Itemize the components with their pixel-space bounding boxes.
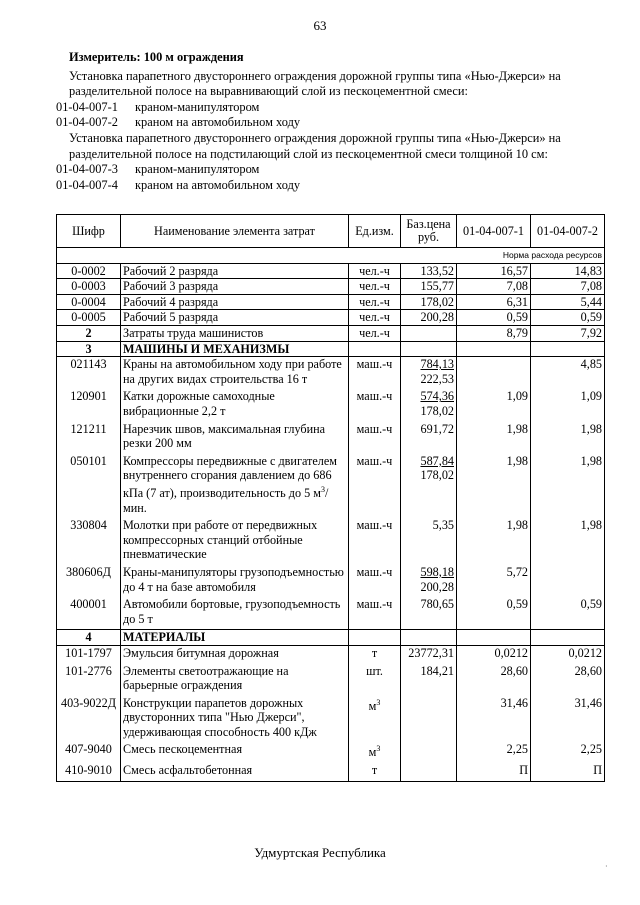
row-price: 184,21 xyxy=(401,664,457,696)
group2-description: Установка парапетного двустороннего ограждения дорожной группы типа «Нью-Джерси» на разделительной полосе на подстилающий слой из пескоцементной смеси толщиной 10 см: xyxy=(69,130,561,161)
row-code: 400001 xyxy=(57,597,121,630)
header-col2: 01-04-007-2 xyxy=(531,215,605,248)
price-value: 587,84 xyxy=(420,453,454,468)
header-price: Баз.цена руб. xyxy=(401,215,457,248)
row-unit: маш.-ч xyxy=(349,565,401,597)
row-price xyxy=(401,422,457,454)
row-price xyxy=(401,742,457,763)
price-machinist: 200,28 xyxy=(420,579,454,594)
row-price xyxy=(401,763,457,781)
table-row xyxy=(57,664,605,696)
row-value-2: 1,98 xyxy=(531,454,605,518)
row-value-2: 1,09 xyxy=(531,389,605,421)
section-title: МАШИНЫ И МЕХАНИЗМЫ xyxy=(121,341,349,357)
row-code: 330804 xyxy=(57,518,121,565)
row-unit: маш.-ч xyxy=(349,454,401,518)
row-code: 101-2776 xyxy=(57,664,121,696)
group1-item xyxy=(56,100,616,116)
row-value-1: 28,60 xyxy=(457,664,531,696)
table-header-row xyxy=(57,215,605,248)
row-value-2: 28,60 xyxy=(531,664,605,696)
item-label: краном на автомобильном ходу xyxy=(135,177,301,192)
price-value: 784,13 xyxy=(420,357,454,372)
row-unit: $м^3$ xyxy=(349,742,401,763)
row-value-1: 2,25 xyxy=(457,742,531,763)
row-code: 121211 xyxy=(57,422,121,454)
row-value-1: 0,59 xyxy=(457,597,531,630)
table-row xyxy=(57,357,605,390)
row-value-2 xyxy=(531,565,605,597)
price-machinist: 222,53 xyxy=(420,371,454,386)
row-name: Краны-манипуляторы грузоподъемностью до 4 т на базе автомобиля xyxy=(121,565,349,597)
item-code: 01-04-007-3 xyxy=(56,162,118,177)
row-price xyxy=(401,357,457,390)
table-row xyxy=(57,763,605,781)
section-number: 4 xyxy=(57,630,121,646)
section-row xyxy=(57,325,605,341)
norma-row xyxy=(57,248,605,264)
row-value-2: 7,92 xyxy=(531,325,605,341)
row-unit: чел.-ч xyxy=(349,279,401,295)
row-price xyxy=(401,696,457,743)
row-value-1: 6,31 xyxy=(457,294,531,310)
table-row xyxy=(57,310,605,326)
row-code: 0-0005 xyxy=(57,310,121,326)
row-price: 133,52 xyxy=(401,263,457,279)
row-unit: маш.-ч xyxy=(349,518,401,565)
row-value-1: 5,72 xyxy=(457,565,531,597)
row-value-1: 31,46 xyxy=(457,696,531,743)
group1-description: Установка парапетного двустороннего ограждения дорожной группы типа «Нью-Джерси» на разделительной полосе на выравнивающий слой из пескоцементной смеси: xyxy=(69,68,561,99)
row-value-2: 14,83 xyxy=(531,263,605,279)
table-row xyxy=(57,696,605,743)
row-name: Рабочий 5 разряда xyxy=(121,310,349,326)
group2-item xyxy=(56,178,616,194)
row-unit: чел.-ч xyxy=(349,310,401,326)
price-machinist: 178,02 xyxy=(420,468,454,483)
item-label: краном на автомобильном ходу xyxy=(135,115,301,130)
row-unit: шт. xyxy=(349,664,401,696)
row-name: Рабочий 4 разряда xyxy=(121,294,349,310)
section-row xyxy=(57,341,605,357)
row-unit: т xyxy=(349,645,401,663)
section-number: 2 xyxy=(57,325,121,341)
row-name: Катки дорожные самоходные вибрационные 2,2 т xyxy=(121,389,349,421)
table-row xyxy=(57,389,605,421)
row-value-1: 1,09 xyxy=(457,389,531,421)
row-unit: маш.-ч xyxy=(349,597,401,630)
row-value-2: 0,59 xyxy=(531,310,605,326)
row-code: 101-1797 xyxy=(57,645,121,663)
row-value-2: 5,44 xyxy=(531,294,605,310)
row-unit: $м^3$ xyxy=(349,696,401,743)
row-unit: т xyxy=(349,763,401,781)
empty-cell xyxy=(401,341,457,357)
norma-label: Норма расхода ресурсов xyxy=(457,248,605,264)
row-value-2: 0,59 xyxy=(531,597,605,630)
row-value-2: П xyxy=(531,763,605,781)
row-price xyxy=(401,565,457,597)
empty-cell xyxy=(531,630,605,646)
footer-region: Удмуртская Республика xyxy=(254,845,386,860)
table-row xyxy=(57,279,605,295)
row-code: 0-0004 xyxy=(57,294,121,310)
group1-item xyxy=(56,115,616,131)
intro-block xyxy=(56,50,616,193)
row-name: Смесь асфальтобетонная xyxy=(121,763,349,781)
table-row xyxy=(57,565,605,597)
item-code: 01-04-007-1 xyxy=(56,99,118,114)
table-row xyxy=(57,294,605,310)
table-row xyxy=(57,518,605,565)
empty-cell xyxy=(349,630,401,646)
section-price xyxy=(401,325,457,341)
price-machinist: 178,02 xyxy=(420,403,454,418)
row-value-1: 8,79 xyxy=(457,325,531,341)
row-code: 0-0003 xyxy=(57,279,121,295)
header-name: Наименование элемента затрат xyxy=(121,215,349,248)
row-value-1 xyxy=(457,357,531,390)
row-price xyxy=(401,597,457,630)
table-row xyxy=(57,422,605,454)
row-code: 050101 xyxy=(57,454,121,518)
row-value-1: 0,59 xyxy=(457,310,531,326)
row-name: Молотки при работе от передвижных компрессорных станций отбойные пневматические xyxy=(121,518,349,565)
row-price: 200,28 xyxy=(401,310,457,326)
row-value-2: 2,25 xyxy=(531,742,605,763)
row-value-1: П xyxy=(457,763,531,781)
row-price: 178,02 xyxy=(401,294,457,310)
table-row xyxy=(57,742,605,763)
row-price: 23772,31 xyxy=(401,645,457,663)
row-code: 120901 xyxy=(57,389,121,421)
price-value: 5,35 xyxy=(432,518,454,533)
empty-cell xyxy=(531,341,605,357)
item-code: 01-04-007-4 xyxy=(56,177,118,192)
row-code: 403-9022Д xyxy=(57,696,121,743)
row-value-1: 1,98 xyxy=(457,454,531,518)
section-row xyxy=(57,630,605,646)
row-price xyxy=(401,454,457,518)
row-code: 0-0002 xyxy=(57,263,121,279)
table-row xyxy=(57,454,605,518)
section-number: 3 xyxy=(57,341,121,357)
page-number: 63 xyxy=(313,18,327,33)
item-code: 01-04-007-2 xyxy=(56,115,118,130)
header-unit: Ед.изм. xyxy=(349,215,401,248)
row-unit: маш.-ч xyxy=(349,389,401,421)
scan-mark: · xyxy=(605,862,608,871)
row-name: Нарезчик швов, максимальная глубина резки 200 мм xyxy=(121,422,349,454)
row-code: 380606Д xyxy=(57,565,121,597)
row-name: Автомобили бортовые, грузоподъемность до 5 т xyxy=(121,597,349,630)
row-code: 407-9040 xyxy=(57,742,121,763)
row-unit: маш.-ч xyxy=(349,422,401,454)
resource-table xyxy=(56,214,605,782)
group2-item xyxy=(56,162,616,178)
row-name: Смесь пескоцементная xyxy=(121,742,349,763)
row-value-2: 4,85 xyxy=(531,357,605,390)
row-name: Элементы светоотражающие на барьерные ограждения xyxy=(121,664,349,696)
section-unit: чел.-ч xyxy=(349,325,401,341)
row-name: Эмульсия битумная дорожная xyxy=(121,645,349,663)
price-value: 598,18 xyxy=(420,564,454,579)
section-title: МАТЕРИАЛЫ xyxy=(121,630,349,646)
row-value-1: 1,98 xyxy=(457,422,531,454)
empty-cell xyxy=(457,630,531,646)
row-value-1: 16,57 xyxy=(457,263,531,279)
row-value-1: 7,08 xyxy=(457,279,531,295)
row-price: 155,77 xyxy=(401,279,457,295)
item-label: краном-манипулятором xyxy=(135,162,260,177)
meter-heading: Измеритель: 100 м ограждения xyxy=(69,50,244,64)
row-value-2: 1,98 xyxy=(531,518,605,565)
row-unit: чел.-ч xyxy=(349,294,401,310)
price-value: 691,72 xyxy=(420,421,454,436)
row-value-2: 31,46 xyxy=(531,696,605,743)
row-code: 410-9010 xyxy=(57,763,121,781)
row-name: Краны на автомобильном ходу при работе на других видах строительства 16 т xyxy=(121,357,349,390)
table-row xyxy=(57,597,605,630)
row-name: Рабочий 3 разряда xyxy=(121,279,349,295)
row-value-2: 7,08 xyxy=(531,279,605,295)
row-value-2: 0,0212 xyxy=(531,645,605,663)
empty-cell xyxy=(349,341,401,357)
item-label: краном-манипулятором xyxy=(135,99,260,114)
row-unit: чел.-ч xyxy=(349,263,401,279)
row-name: Рабочий 2 разряда xyxy=(121,263,349,279)
table-row xyxy=(57,645,605,663)
row-value-1: 0,0212 xyxy=(457,645,531,663)
empty-cell xyxy=(457,341,531,357)
price-value: 780,65 xyxy=(420,597,454,612)
row-code: 021143 xyxy=(57,357,121,390)
empty-cell xyxy=(401,630,457,646)
row-value-2: 1,98 xyxy=(531,422,605,454)
row-value-1: 1,98 xyxy=(457,518,531,565)
row-unit: маш.-ч xyxy=(349,357,401,390)
row-price xyxy=(401,389,457,421)
price-value: 574,36 xyxy=(420,389,454,404)
section-name: Затраты труда машинистов xyxy=(121,325,349,341)
header-col1: 01-04-007-1 xyxy=(457,215,531,248)
row-price xyxy=(401,518,457,565)
row-name: Компрессоры передвижные с двигателем внутреннего сгорания давлением до 686 кПа (7 ат), производительность до 5 $м^3$/мин. xyxy=(121,454,349,518)
table-row xyxy=(57,263,605,279)
row-name: Конструкции парапетов дорожных двусторонних типа "Нью Джерси", удерживающая способность 400 кДж xyxy=(121,696,349,743)
header-code: Шифр xyxy=(57,215,121,248)
